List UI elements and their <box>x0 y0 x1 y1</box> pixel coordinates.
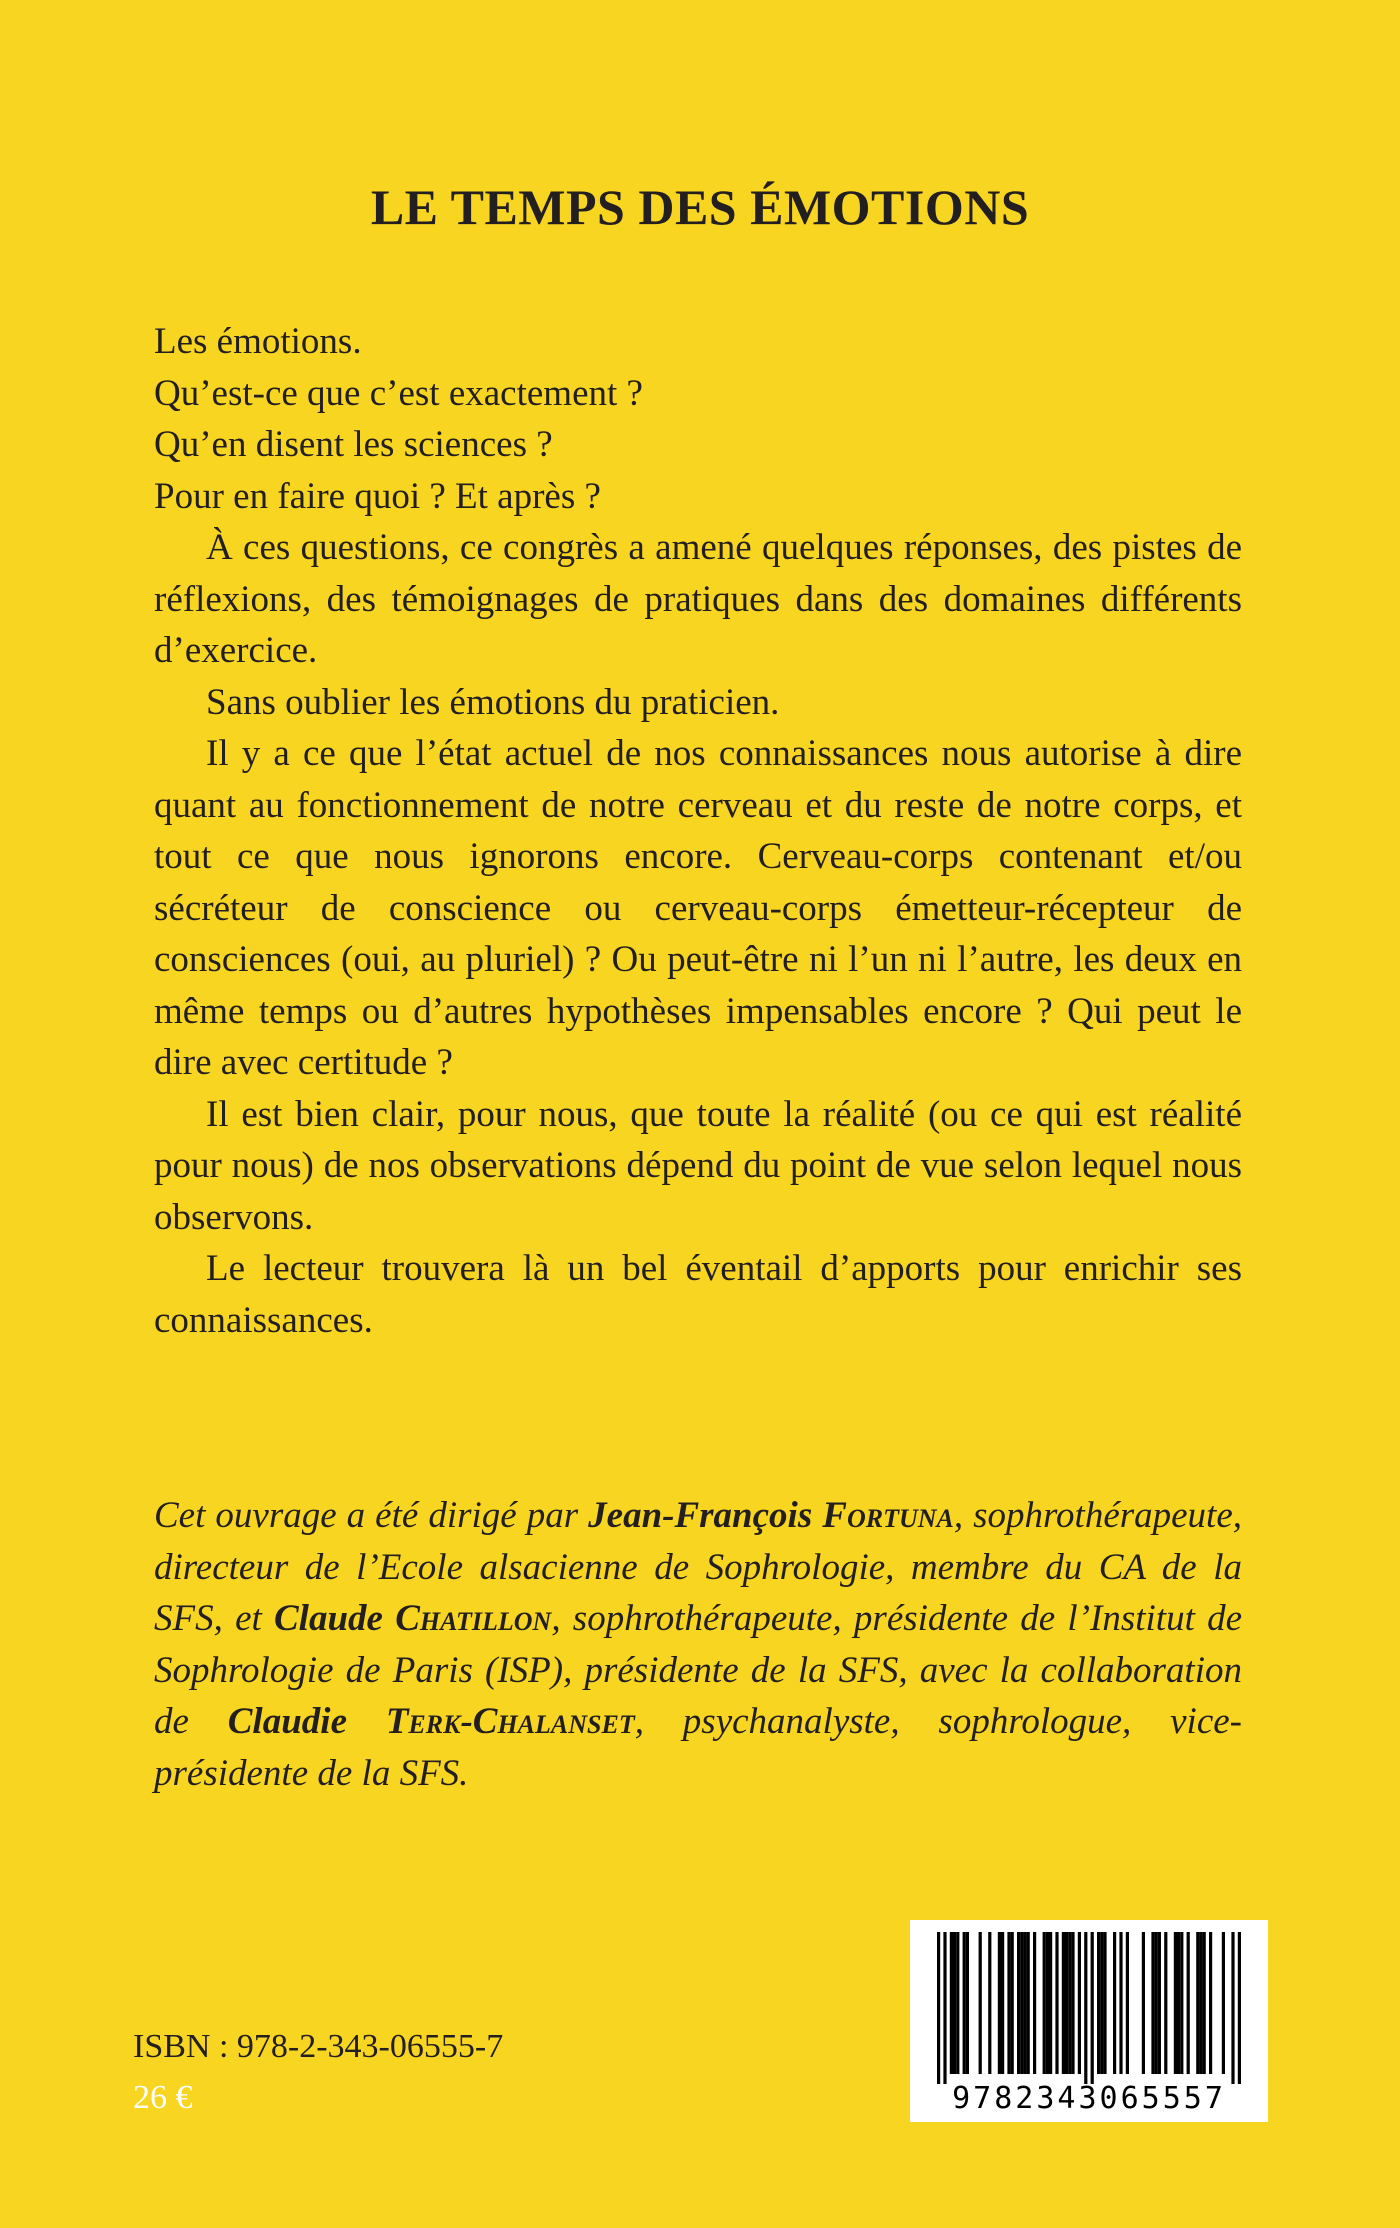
barcode-bar <box>1119 1932 1122 2074</box>
barcode-bar <box>1007 1932 1010 2074</box>
barcode-bar <box>1126 1932 1129 2074</box>
barcode-bar <box>1164 1932 1167 2074</box>
barcode-bar <box>1055 1932 1058 2074</box>
paragraph-1: À ces questions, ce congrès a amené quelques réponses, des pistes de réflexions, des témoignages de pratiques dans des domaines différents d’exercice. <box>154 527 1242 671</box>
barcode-digits: 9782343065557 <box>952 2081 1226 2116</box>
barcode-bar <box>1142 1932 1145 2074</box>
barcode-bar <box>1231 1932 1234 2084</box>
barcode-bar <box>1017 1932 1020 2074</box>
barcode-bar <box>1011 1932 1014 2074</box>
barcode <box>910 1920 1268 2122</box>
author-2 <box>274 1598 551 1639</box>
intro-line-3: Qu’en disent les sciences ? <box>154 424 553 465</box>
barcode-bar <box>1020 1932 1023 2074</box>
paragraph-3: Il y a ce que l’état actuel de nos connaissances nous autorise à dire quant au fonctionnement de notre cerveau et du reste de notre corps, et tout ce que nous ignorons encore. Cerveau-corps contenant et/ou sécréteur de conscience ou cerveau-corps émetteur-récepteur de consciences (oui, au pluriel) ? Ou peut-être ni l’un ni l’autre, les deux en même temps ou d’autres hypothèses impensables encore ? Qui peut le dire avec certitude ? <box>154 733 1242 1083</box>
barcode-bar <box>1187 1932 1190 2074</box>
barcode-bar <box>1043 1932 1046 2074</box>
credits-intro: Cet ouvrage a été dirigé par <box>154 1495 589 1536</box>
barcode-graphic <box>910 1920 1268 2122</box>
paragraph-4: Il est bien clair, pour nous, que toute la réalité (ou ce qui est réalité pour nous) de nos observations dépend du point de vue selon lequel nous observons. <box>154 1093 1242 1238</box>
barcode-bar <box>1091 1932 1094 2084</box>
barcode-bar <box>943 1932 946 2084</box>
barcode-bar <box>1238 1932 1241 2084</box>
barcode-bar <box>1113 1932 1116 2074</box>
barcode-bar <box>988 1932 991 2074</box>
barcode-bar <box>1001 1932 1004 2074</box>
author-2-first: Claude <box>274 1598 396 1639</box>
barcode-bar <box>1155 1932 1158 2074</box>
barcode-bar <box>950 1932 953 2074</box>
barcode-bar <box>1180 1932 1183 2074</box>
barcode-bar <box>1078 1932 1081 2074</box>
barcode-bar <box>1103 1932 1106 2074</box>
book-title: LE TEMPS DES ÉMOTIONS <box>370 179 1030 235</box>
barcode-bar <box>1071 1932 1074 2074</box>
blurb <box>154 316 1242 1346</box>
barcode-bar <box>1174 1932 1177 2074</box>
barcode-bar <box>1199 1932 1202 2074</box>
author-1-last: Fortuna <box>822 1495 954 1536</box>
barcode-bar <box>979 1932 982 2074</box>
author-3 <box>228 1701 635 1742</box>
barcode-bar <box>1100 1932 1103 2074</box>
barcode-bar <box>966 1932 969 2074</box>
paragraph-2: Sans oublier les émotions du praticien. <box>206 681 780 723</box>
barcode-bar <box>1209 1932 1212 2074</box>
barcode-bar <box>1068 1932 1071 2074</box>
author-1-desc: , sophrothérapeute, directeur de l’Ecole alsacienne de Sophrologie, membre du CA de la SFS, et <box>154 1495 1243 1639</box>
intro-line-2: Qu’est-ce que c’est exactement ? <box>154 372 643 414</box>
intro-line-1: Les émotions. <box>154 321 362 362</box>
price: 26 € <box>133 2079 193 2116</box>
barcode-bar <box>1203 1932 1206 2074</box>
barcode-bar <box>1062 1932 1065 2074</box>
barcode-bar <box>1049 1932 1052 2074</box>
barcode-bar <box>1084 1932 1087 2084</box>
barcode-bar <box>998 1932 1001 2074</box>
author-2-desc: , sophrothérapeute, présidente de l’Institut de Sophrologie de Paris (ISP), présidente de la SFS, avec la collaboration de <box>154 1598 1242 1742</box>
barcode-bar <box>1027 1932 1030 2074</box>
barcode-bar <box>953 1932 956 2074</box>
barcode-bar <box>1033 1932 1036 2074</box>
author-2-last: Chatillon <box>395 1598 552 1639</box>
barcode-bar <box>1151 1932 1154 2074</box>
author-1-first: Jean-François <box>588 1495 823 1536</box>
barcode-bar <box>1196 1932 1199 2074</box>
intro-line-4: Pour en faire quoi ? Et après ? <box>154 475 601 517</box>
barcode-bar <box>956 1932 959 2074</box>
barcode-bars <box>937 1932 1241 2084</box>
barcode-bar <box>1097 1932 1100 2074</box>
barcode-bar <box>1065 1932 1068 2074</box>
barcode-bar <box>1158 1932 1161 2074</box>
paragraph-5: Le lecteur trouvera là un bel éventail d’apports pour enrichir ses connaissances. <box>154 1248 1242 1341</box>
barcode-bar <box>1177 1932 1180 2074</box>
author-1 <box>588 1495 954 1536</box>
credits <box>154 1490 1242 1799</box>
barcode-bar <box>1222 1932 1225 2074</box>
barcode-bar <box>963 1932 966 2074</box>
isbn: ISBN : 978-2-343-06555-7 <box>133 2028 504 2065</box>
author-3-last: Terk-Chalanset <box>385 1701 635 1742</box>
barcode-bar <box>1023 1932 1026 2074</box>
barcode-bar <box>937 1932 940 2084</box>
author-3-first: Claudie <box>227 1701 386 1742</box>
author-3-desc: , psychanalyste, sophrologue, vice-présidente de la SFS. <box>154 1701 1242 1794</box>
barcode-bar <box>1046 1932 1049 2074</box>
